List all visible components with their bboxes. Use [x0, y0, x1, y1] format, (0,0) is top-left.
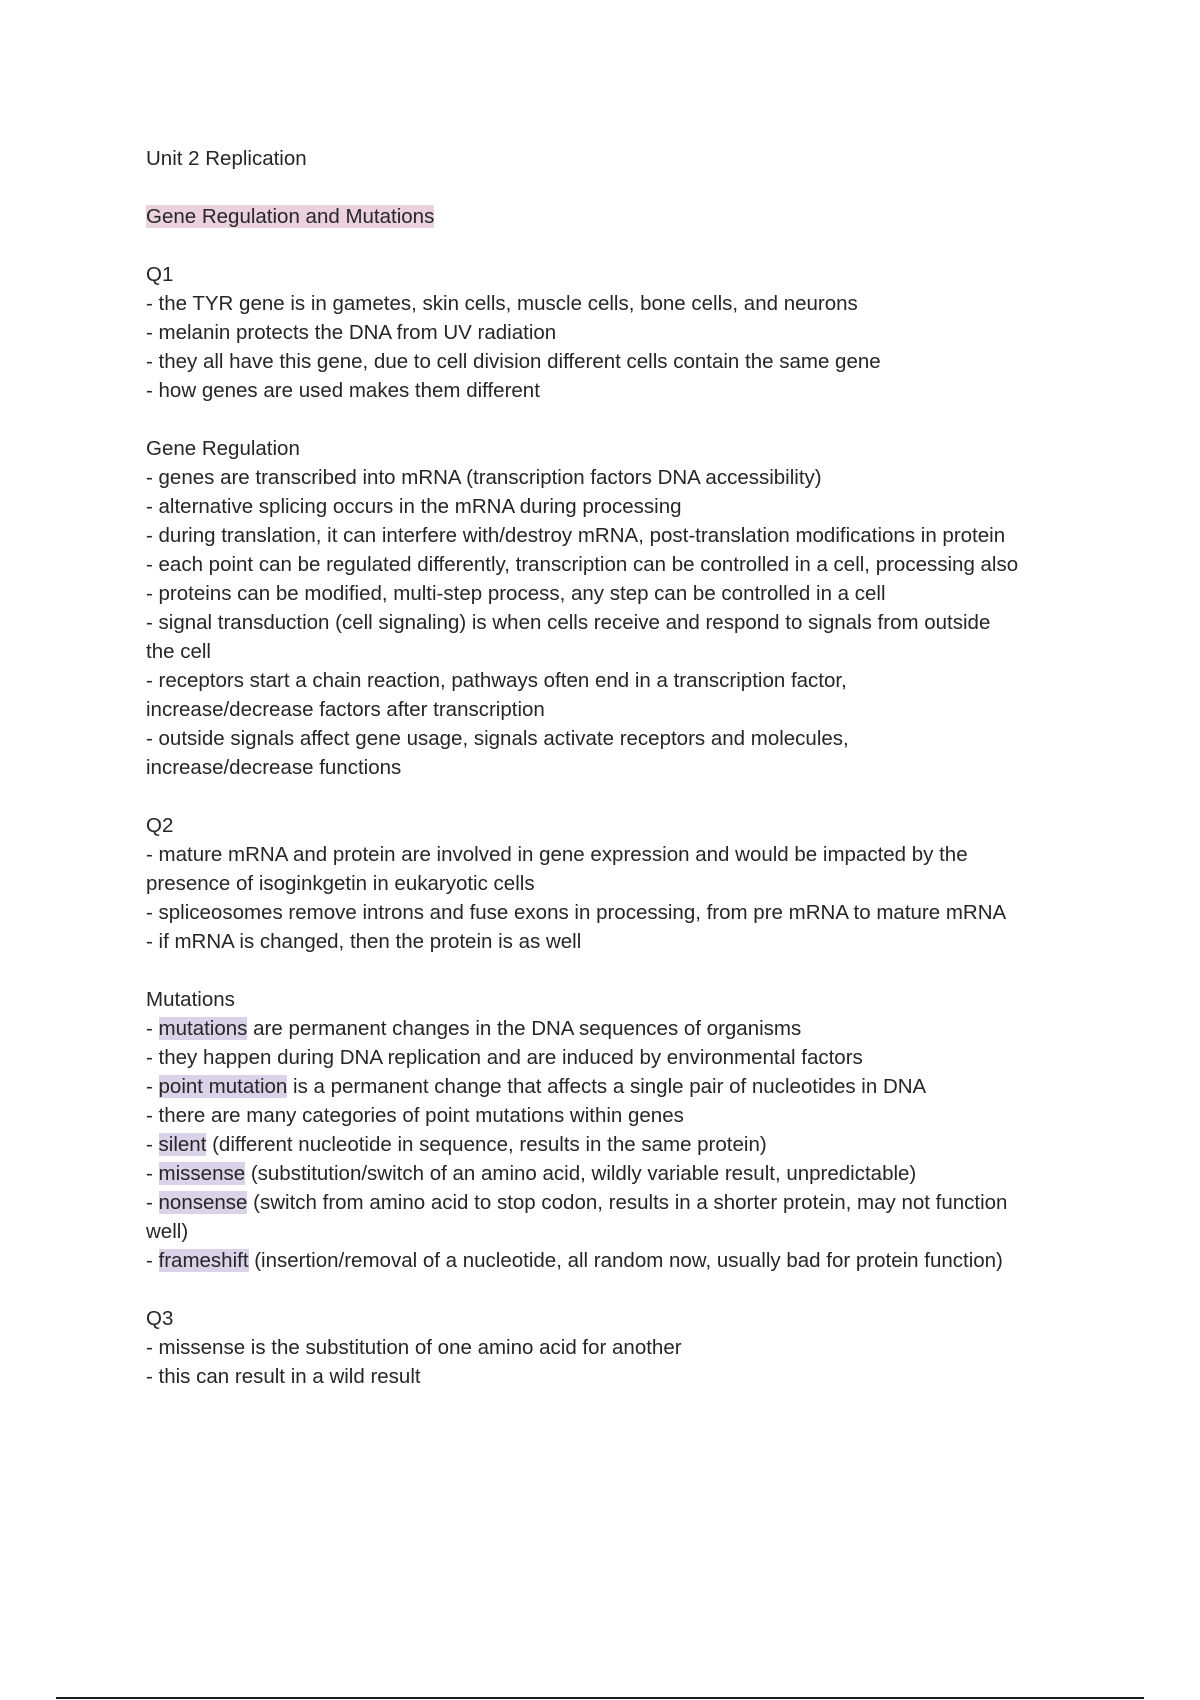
document-title: Unit 2 Replication — [146, 147, 307, 170]
gene-regulation-line: - proteins can be modified, multi-step process, any step can be controlled in a cell — [146, 582, 886, 605]
term-highlight: point mutation — [158, 1075, 288, 1098]
gene-regulation-line: - alternative splicing occurs in the mRNA during processing — [146, 495, 682, 518]
q1-heading: Q1 — [146, 263, 174, 286]
gene-regulation-line: - each point can be regulated differently, transcription can be controlled in a cell, processing also — [146, 553, 1019, 576]
gene-regulation-line: - outside signals affect gene usage, signals activate receptors and molecules, — [146, 727, 849, 750]
q2-line: - if mRNA is changed, then the protein is as well — [146, 930, 582, 953]
mutations-line: - nonsense (switch from amino acid to stop codon, results in a shorter protein, may not function — [146, 1191, 1008, 1214]
gene-regulation-line: - genes are transcribed into mRNA (transcription factors DNA accessibility) — [146, 466, 822, 489]
mutations-line: well) — [146, 1220, 189, 1243]
mutations-line: - point mutation is a permanent change that affects a single pair of nucleotides in DNA — [146, 1075, 927, 1098]
document-subtitle: Gene Regulation and Mutations — [146, 205, 435, 228]
q1-line: - melanin protects the DNA from UV radiation — [146, 321, 557, 344]
gene-regulation-line: increase/decrease factors after transcription — [146, 698, 545, 721]
q2-line: - spliceosomes remove introns and fuse exons in processing, from pre mRNA to mature mRNA — [146, 901, 1007, 924]
mutations-line: - there are many categories of point mutations within genes — [146, 1104, 684, 1127]
mutations-line: - they happen during DNA replication and are induced by environmental factors — [146, 1046, 863, 1069]
mutations-heading: Mutations — [146, 988, 235, 1011]
document-page — [146, 144, 1106, 1391]
mutations-line: - mutations are permanent changes in the DNA sequences of organisms — [146, 1017, 802, 1040]
mutations-line: - missense (substitution/switch of an amino acid, wildly variable result, unpredictable) — [146, 1162, 917, 1185]
gene-regulation-line: - receptors start a chain reaction, pathways often end in a transcription factor, — [146, 669, 847, 692]
gene-regulation-line: - during translation, it can interfere with/destroy mRNA, post-translation modifications in protein — [146, 524, 1006, 547]
gene-regulation-line: the cell — [146, 640, 211, 663]
q2-line: - mature mRNA and protein are involved in gene expression and would be impacted by the — [146, 843, 968, 866]
page-bottom-rule — [56, 1697, 1144, 1699]
q1-line: - the TYR gene is in gametes, skin cells, muscle cells, bone cells, and neurons — [146, 292, 858, 315]
gene-regulation-line: - signal transduction (cell signaling) is when cells receive and respond to signals from outside — [146, 611, 991, 634]
term-highlight: missense — [158, 1162, 246, 1185]
q3-line: - this can result in a wild result — [146, 1365, 421, 1388]
q2-heading: Q2 — [146, 814, 174, 837]
mutations-line: - silent (different nucleotide in sequence, results in the same protein) — [146, 1133, 767, 1156]
term-highlight: nonsense — [158, 1191, 248, 1214]
q1-line: - how genes are used makes them different — [146, 379, 540, 402]
mutations-line: - frameshift (insertion/removal of a nucleotide, all random now, usually bad for protein function) — [146, 1249, 1003, 1272]
q3-heading: Q3 — [146, 1307, 174, 1330]
q3-line: - missense is the substitution of one amino acid for another — [146, 1336, 682, 1359]
q2-line: presence of isoginkgetin in eukaryotic cells — [146, 872, 535, 895]
term-highlight: silent — [158, 1133, 207, 1156]
term-highlight: mutations — [158, 1017, 248, 1040]
gene-regulation-heading: Gene Regulation — [146, 437, 300, 460]
q1-line: - they all have this gene, due to cell division different cells contain the same gene — [146, 350, 881, 373]
term-highlight: frameshift — [158, 1249, 249, 1272]
gene-regulation-line: increase/decrease functions — [146, 756, 402, 779]
